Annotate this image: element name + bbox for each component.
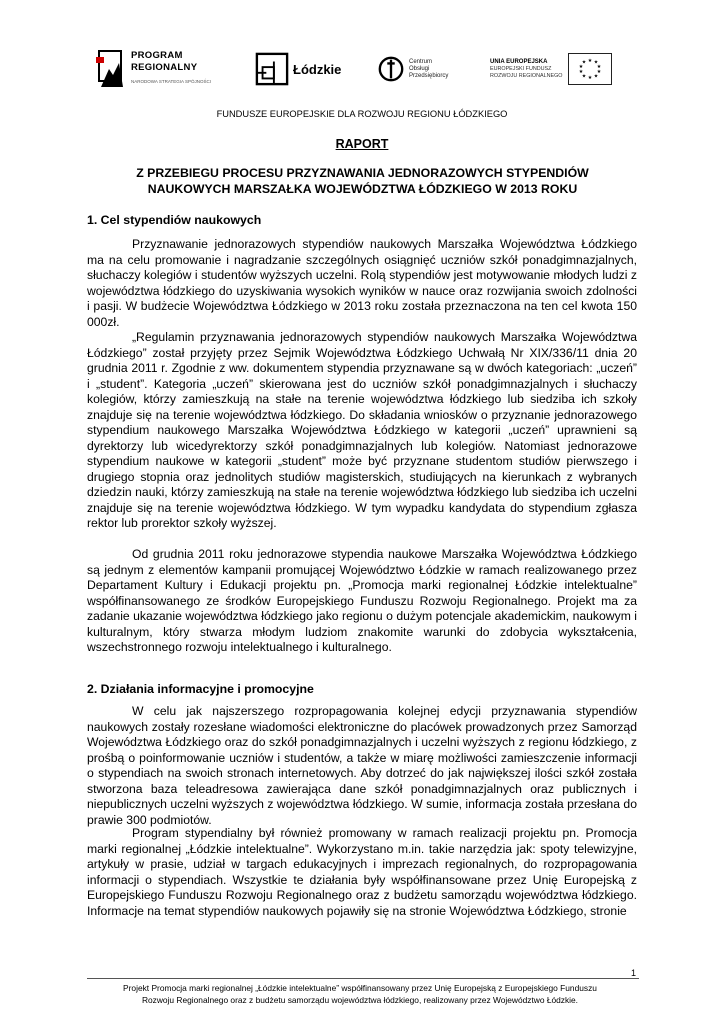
program-regionalny-emblem-icon: [95, 49, 125, 89]
footer-divider: [87, 978, 639, 979]
svg-text:★: ★: [594, 73, 599, 80]
program-title-2: REGIONALNY: [131, 62, 198, 73]
program-subtitle: NARODOWA STRATEGIA SPÓJNOŚCI: [131, 79, 212, 84]
svg-text:★: ★: [579, 64, 584, 70]
centrum-emblem-icon: [377, 55, 405, 83]
ue-text-1: UNIA EUROPEJSKA: [490, 58, 548, 65]
centrum-obslugi-logo: [377, 40, 472, 98]
logo-bar: [95, 40, 630, 98]
centrum-text-3: Przedsiębiorcy: [409, 72, 449, 79]
centrum-text-1: Centrum: [409, 58, 433, 65]
lodzkie-wordmark: Łódzkie: [293, 61, 342, 77]
lodzkie-logo: [255, 40, 350, 98]
section-1-paragraph-1: Przyznawanie jednorazowych stypendiów naukowych Marszałka Województwa Łódzkiego ma na celu promowanie i nagradzanie szczególnych osiągnięć uczniów szkół ponadgimnazjalnych, słuchaczy kolegiów i studentów wyższych uczelni. Rolą stypendiów jest motywowanie młodych ludzi z województwa łódzkiego do uzyskiwania wysokich wyników w nauce oraz rozwijania swoich zdolności i pasji. W budżecie Województwa Łódzkiego w 2013 roku została przeznaczona na ten cel kwota 150 000zł.: [87, 237, 637, 329]
footer-line-1: Projekt Promocja marki regionalnej „Łódzkie intelektualne” współfinansowany przez Unię Europejską z Europejskiego Funduszu: [123, 983, 597, 993]
section-2-heading: 2. Działania informacyjne i promocyjne: [87, 682, 314, 696]
centrum-text-2: Obsługi: [409, 65, 430, 72]
unia-europejska-logo: [490, 40, 630, 98]
footer: [80, 983, 640, 1006]
section-2-paragraph-1: W celu jak najszerszego rozpropagowania kolejnej edycji przyznawania stypendiów naukowych zostały rozesłane wiadomości elektroniczne do placówek prowadzonych przez Samorząd Województwa Łódzkiego oraz do szkół ponadgimnazjalnych i uczelni wyższych z regionu łódzkiego, z prośbą o poinformowanie uczniów i studentów, a także w miarę możliwości zamieszczenie informacji o stypendiach na swoich stronach internetowych. Aby dotrzeć do jak największej ilości szkół została stworzona baza teleadresowa zawierająca dane szkół ponadgimnazjalnych oraz publicznych i niepublicznych uczelni wyższych z województwa łódzkiego. W sumie, informacja została przesłana do prawie 300 podmiotów.: [87, 704, 637, 827]
section-2-paragraph-2: Program stypendialny był również promowany w ramach realizacji projektu pn. Promocja marki regionalnej „Łódzkie intelektualne”. Wykorzystano m.in. takie narzędzia jak: spoty telewizyjne, artykuły w prasie, udział w targach edukacyjnych i imprezach regionalnych, do rozpropagowania informacji o stypendiach. Wszystkie te działania były współfinansowane przez Unię Europejską z Europejskiego Funduszu Rozwoju Regionalnego oraz z budżetu samorządu województwa łódzkiego. Informacje na temat stypendiów naukowych pojawiły się na stronie Województwa Łódzkiego, stronie: [87, 826, 637, 918]
document-title: [85, 166, 640, 197]
title-line-1: Z PRZEBIEGU PROCESU PRZYZNAWANIA JEDNORAZOWYCH STYPENDIÓW: [136, 166, 589, 180]
funds-line: FUNDUSZE EUROPEJSKIE DLA ROZWOJU REGIONU ŁÓDZKIEGO: [216, 109, 508, 119]
ue-text-3: ROZWOJU REGIONALNEGO: [490, 72, 563, 79]
footer-line-2: Rozwoju Regionalnego oraz z budżetu samorządu województwa łódzkiego, realizowany przez Województwo Łódzkie.: [141, 994, 579, 1005]
program-title-1: PROGRAM: [131, 50, 183, 61]
svg-text:★: ★: [582, 59, 587, 66]
svg-text:★: ★: [582, 73, 587, 80]
section-1-heading: 1. Cel stypendiów naukowych: [87, 213, 262, 227]
section-1-paragraph-2: „Regulamin przyznawania jednorazowych stypendiów naukowych Marszałka Województwa Łódzkiego” został przyjęty przez Sejmik Województwa Łódzkiego Uchwałą Nr XIX/336/11 dnia 20 grudnia 2011 r. Zgodnie z ww. dokumentem stypendia przyznawane są w dwóch kategoriach: „uczeń” i „student”. Kategoria „uczeń” skierowana jest do uczniów szkół ponadgimnazjalnych i słuchaczy kolegiów, którzy zamieszkują na stałe na terenie województwa łódzkiego lub siedziba ich szkoły znajduje się na terenie województwa łódzkiego. Do składania wniosków o przyznanie jednorazowego stypendium naukowego Marszałka Województwa Łódzkiego w kategorii „uczeń” uprawnieni są dyrektorzy lub wicedyrektorzy szkół ponadgimnazjalnych lub kolegiów. Natomiast jednorazowe stypendium naukowe w kategorii „student” może być przyznane studentom studiów pierwszego i drugiego stopnia oraz jednolitych studiów magisterskich, studiujących na kierunkach z wybranych dziedzin nauki, którzy zamieszkują na stałe na terenie województwa łódzkiego lub siedziba ich uczelni znajduje się na terenie województwa łódzkiego. W tym wypadku kandydata do stypendium zgłasza rektor lub prorektor szkoły wyższej.: [87, 330, 637, 530]
svg-text:★: ★: [579, 69, 584, 75]
lodzkie-emblem-icon: [255, 52, 289, 86]
document-label: RAPORT: [335, 137, 389, 151]
svg-text:★: ★: [594, 59, 599, 66]
svg-text:★: ★: [588, 58, 593, 64]
svg-text:★: ★: [588, 75, 593, 81]
svg-text:★: ★: [597, 69, 602, 75]
ue-text-2: EUROPEJSKI FUNDUSZ: [490, 65, 552, 72]
title-line-2: NAUKOWYCH MARSZAŁKA WOJEWÓDZTWA ŁÓDZKIEGO W 2013 ROKU: [147, 181, 578, 196]
page-number: 1: [631, 968, 637, 978]
eu-flag-icon: [568, 53, 612, 85]
section-1-paragraph-3: Od grudnia 2011 roku jednorazowe stypendia naukowe Marszałka Województwa Łódzkiego są jednym z elementów kampanii promującej Województwo Łódzkie w ramach realizowanego przez Departament Kultury i Edukacji projektu pn. „Promocja marki regionalnej Łódzkie intelektualne” współfinansowanego ze środków Europejskiego Funduszu Rozwoju Regionalnego. Projekt ma za zadanie ukazanie województwa łódzkiego jako regionu o dużym potencjale akademickim, naukowym i kulturalnym, który stwarza młodym ludziom znakomite warunki do zdobycia wykształcenia, wszechstronnego rozwoju intelektualnego i kulturalnego.: [87, 547, 637, 654]
program-regionalny-logo: [95, 40, 235, 98]
svg-text:★: ★: [597, 64, 602, 70]
